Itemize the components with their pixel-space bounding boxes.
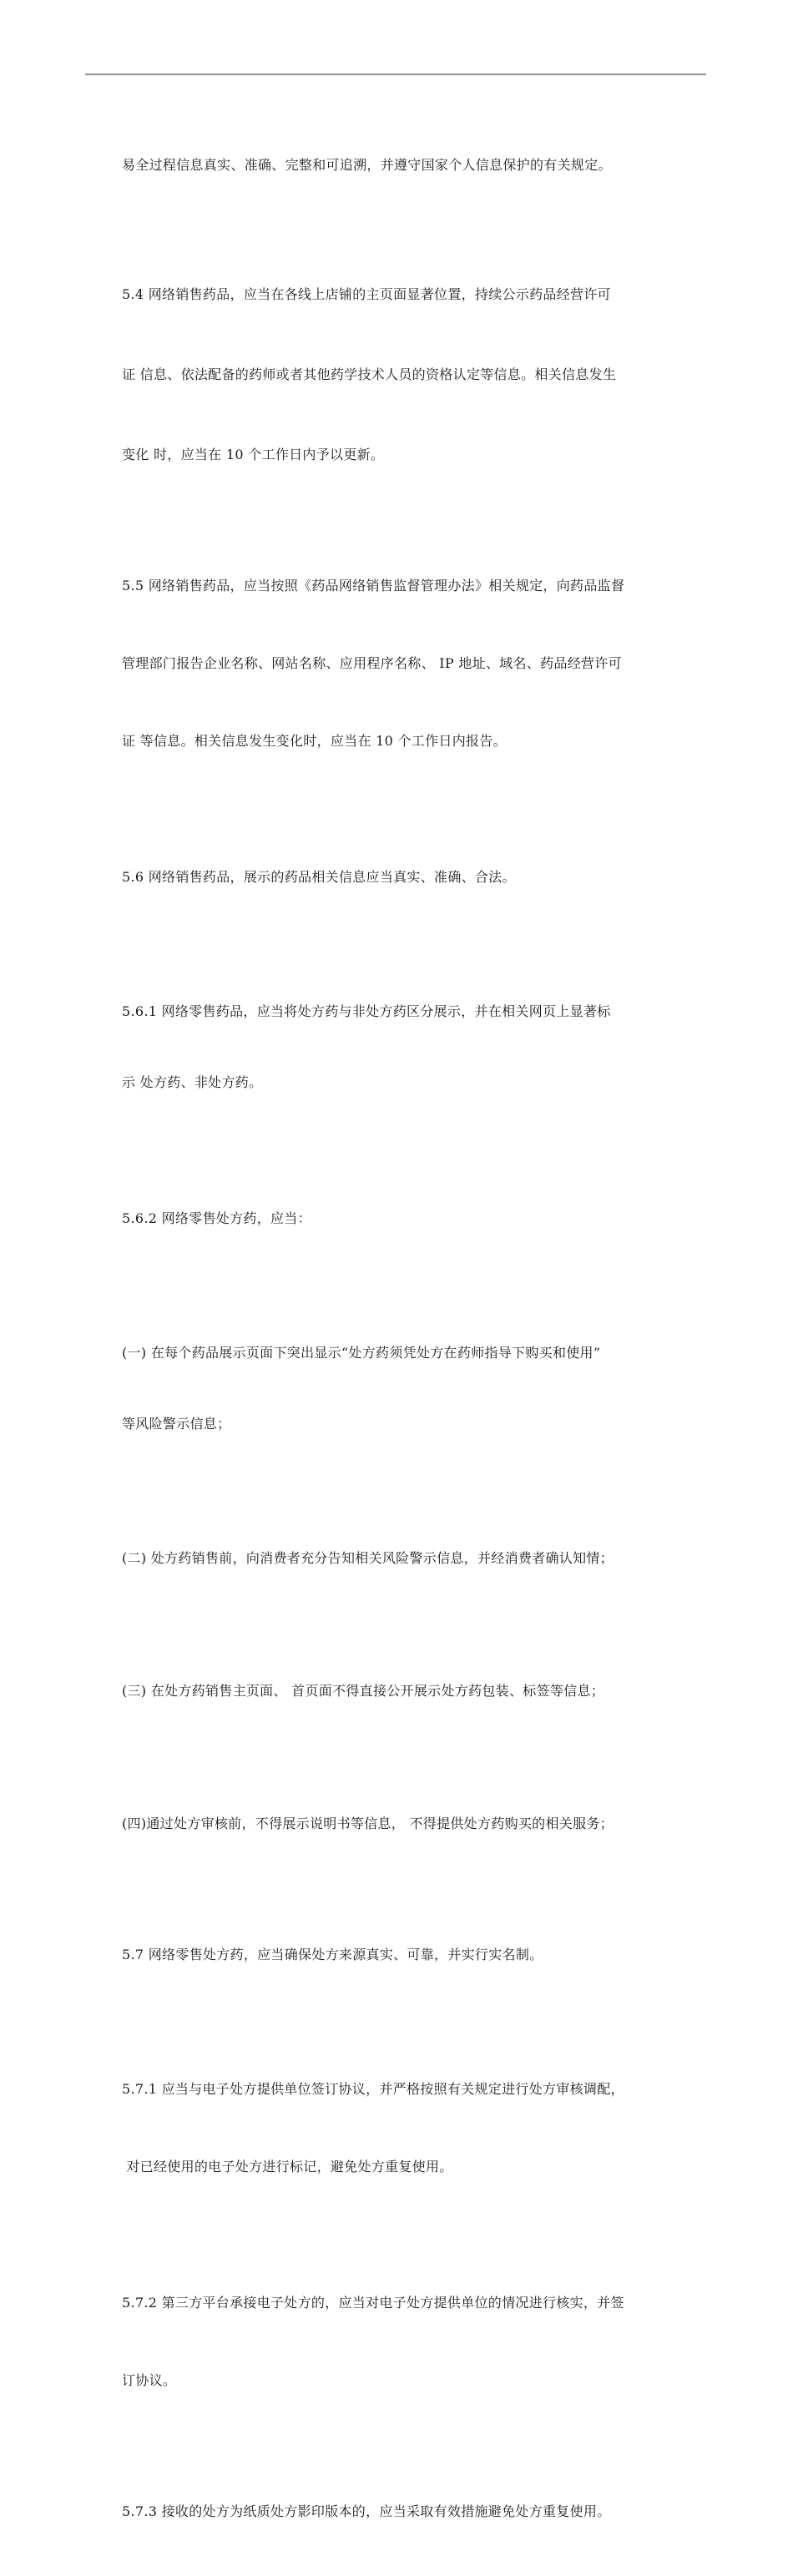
header-rule (85, 73, 706, 75)
text-line: 5.7 网络零售处方药，应当确保处方来源真实、可靠，并实行实名制。 (122, 1947, 543, 1962)
paragraph-5-6 (122, 812, 716, 942)
paragraph-continuation (122, 100, 716, 230)
text-line: 5.4 网络销售药品，应当在各线上店铺的主页面显著位置，持续公示药品经营许可 (122, 286, 611, 302)
text-line: 证 等信息。相关信息发生变化时，应当在 10 个工作日内报告。 (122, 733, 507, 749)
paragraph-5-5 (122, 521, 716, 806)
document-body (122, 100, 716, 2576)
text-line: 变化 时，应当在 10 个工作日内予以更新。 (122, 447, 385, 462)
list-item-2 (122, 1493, 716, 1623)
text-line: 等风险警示信息； (122, 1416, 231, 1432)
text-line: (三) 在处方药销售主页面、 首页面不得直接公开展示处方药包装、标签等信息； (122, 1683, 605, 1699)
text-line: 对已经使用的电子处方进行标记，避免处方重复使用。 (122, 2159, 453, 2174)
list-item-4 (122, 1759, 716, 1888)
text-line: 5.6 网络销售药品，展示的药品相关信息应当真实、准确、合法。 (122, 869, 516, 885)
text-line: 5.7.2 第三方平台承接电子处方的，应当对电子处方提供单位的情况进行核实，并签 (122, 2295, 624, 2311)
text-line: (一) 在每个药品展示页面下突出显示“处方药须凭处方在药师指导下购买和使用” (122, 1345, 601, 1361)
list-item-3 (122, 1626, 716, 1755)
text-line: 示 处方药、非处方药。 (122, 1074, 263, 1090)
text-line: 订协议。 (122, 2372, 177, 2388)
paragraph-5-4 (122, 230, 716, 519)
text-line: 5.7.3 接收的处方为纸质处方影印版本的，应当采取有效措施避免处方重复使用。 (122, 2503, 611, 2519)
text-line: (四)通过处方审核前，不得展示说明书等信息， 不得提供处方药购买的相关服务； (122, 1816, 614, 1831)
paragraph-5-6-2 (122, 1154, 716, 1283)
text-line: 5.5 网络销售药品，应当按照《药品网络销售监督管理办法》相关规定，向药品监督 (122, 578, 625, 593)
text-line: 管理部门报告企业名称、网站名称、应用程序名称、 IP 地址、域名、药品经营许可 (122, 655, 622, 671)
paragraph-5-7-3 (122, 2447, 716, 2576)
paragraph-5-7-2 (122, 2238, 716, 2445)
paragraph-5-7-1 (122, 2024, 716, 2231)
paragraph-5-7 (122, 1890, 716, 2019)
text-line: 5.7.1 应当与电子处方提供单位签订协议，并严格按照有关规定进行处方审核调配， (122, 2081, 624, 2097)
text-line: 5.6.2 网络零售处方药，应当： (122, 1210, 311, 1226)
text-line: 易全过程信息真实、准确、完整和可追溯，并遵守国家个人信息保护的有关规定。 (122, 157, 612, 173)
paragraph-5-6-1 (122, 947, 716, 1147)
text-line: 证 信息、依法配备的药师或者其他药学技术人员的资格认定等信息。相关信息发生 (122, 366, 617, 382)
text-line: 5.6.1 网络零售药品，应当将处方药与非处方药区分展示，并在相关网页上显著标 (122, 1003, 611, 1019)
list-item-1 (122, 1288, 716, 1488)
text-line: (二) 处方药销售前，向消费者充分告知相关风险警示信息，并经消费者确认知情； (122, 1550, 614, 1566)
